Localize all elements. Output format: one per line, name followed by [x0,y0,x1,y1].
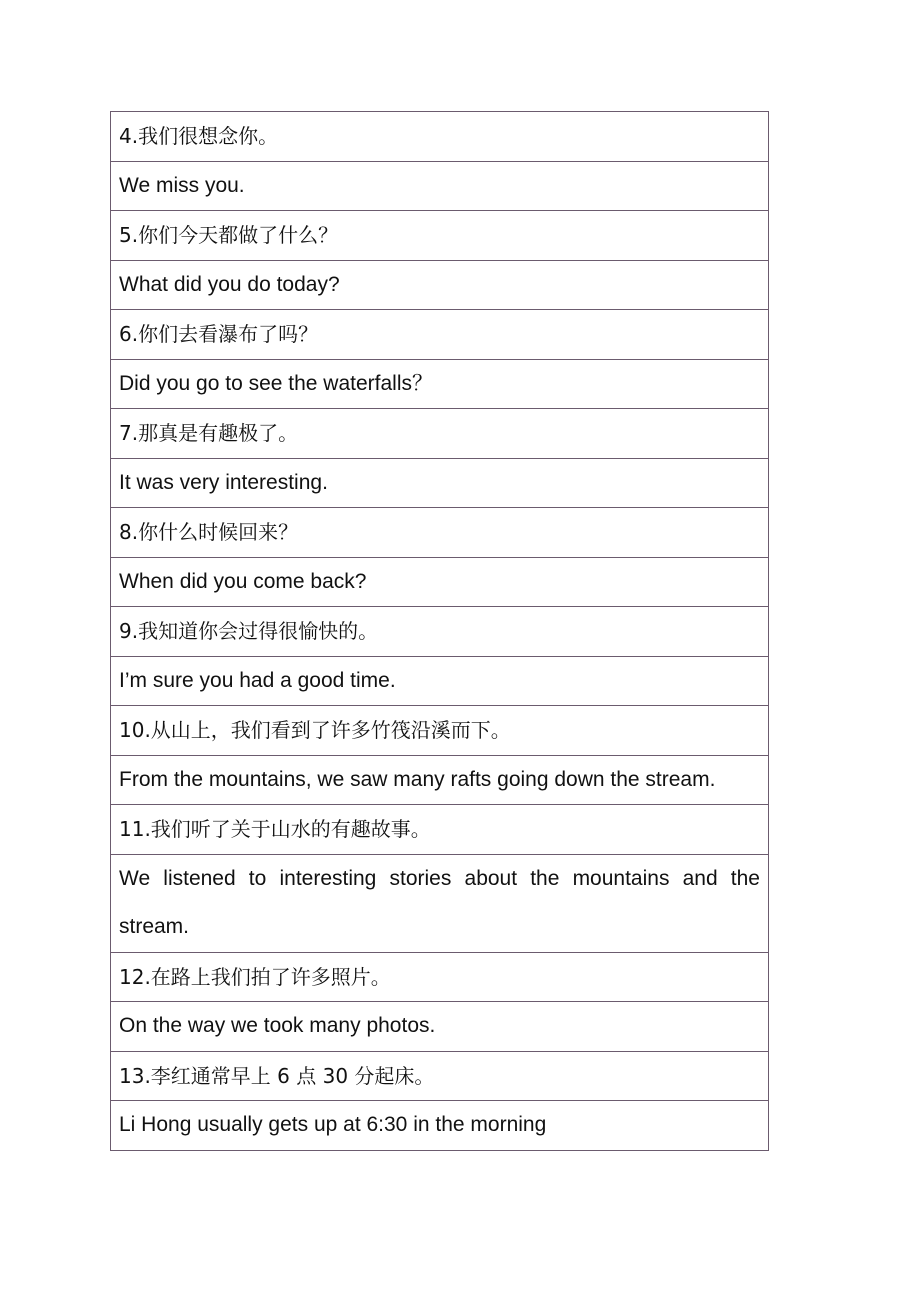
table-row [111,211,769,261]
english-translation: When did you come back? [111,557,769,607]
chinese-sentence: 9.我知道你会过得很愉快的。 [111,607,769,657]
english-translation: Li Hong usually gets up at 6:30 in the morning [111,1101,769,1151]
table-row [111,1051,769,1101]
table-row [111,1101,769,1151]
table-row [111,805,769,855]
english-translation: We listened to interesting stories about the mountains and the stream. [111,854,769,952]
table-row [111,310,769,360]
table-row [111,557,769,607]
table-row [111,409,769,459]
chinese-sentence: 13.李红通常早上 6 点 30 分起床。 [111,1051,769,1101]
table-row [111,112,769,162]
table-row [111,607,769,657]
chinese-sentence: 10.从山上，我们看到了许多竹筏沿溪而下。 [111,706,769,756]
english-translation: We miss you. [111,161,769,211]
english-translation: I’m sure you had a good time. [111,656,769,706]
chinese-sentence: 4.我们很想念你。 [111,112,769,162]
chinese-sentence: 6.你们去看瀑布了吗？ [111,310,769,360]
table-row [111,656,769,706]
table-row [111,458,769,508]
english-translation: What did you do today? [111,260,769,310]
english-translation: It was very interesting. [111,458,769,508]
english-translation: Did you go to see the waterfalls？ [111,359,769,409]
table-row [111,161,769,211]
table-row [111,359,769,409]
table-row [111,1002,769,1052]
table-row [111,260,769,310]
table-row [111,755,769,805]
table-row [111,952,769,1002]
english-translation: From the mountains, we saw many rafts going down the stream. [111,755,769,805]
chinese-sentence: 5.你们今天都做了什么？ [111,211,769,261]
chinese-sentence: 11.我们听了关于山水的有趣故事。 [111,805,769,855]
table-row [111,706,769,756]
table-row [111,508,769,558]
chinese-sentence: 7.那真是有趣极了。 [111,409,769,459]
table-row [111,854,769,952]
chinese-sentence: 8.你什么时候回来？ [111,508,769,558]
english-translation: On the way we took many photos. [111,1002,769,1052]
chinese-sentence: 12.在路上我们拍了许多照片。 [111,952,769,1002]
translation-table [110,111,769,1151]
